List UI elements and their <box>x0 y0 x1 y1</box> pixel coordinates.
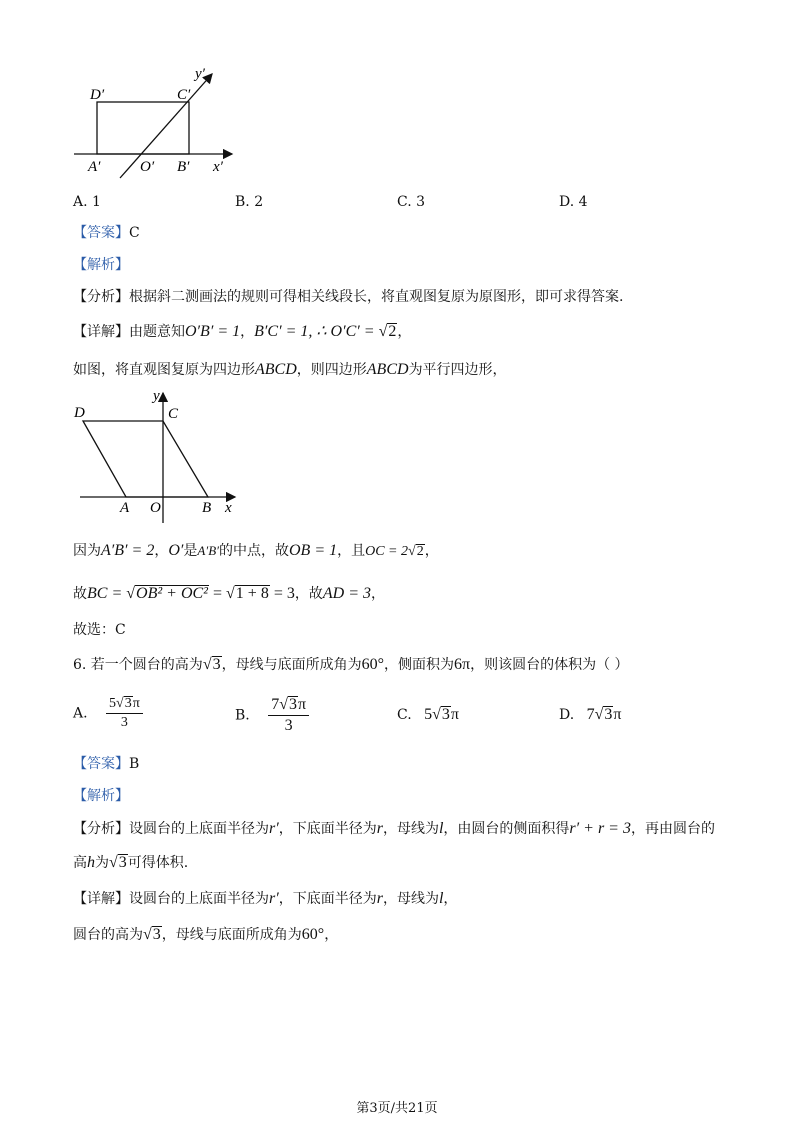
q6-fenxi-h: h <box>87 854 95 871</box>
q5-because-ab: A′B′ = 2 <box>101 542 155 559</box>
page-footer: 第3页/共21页 <box>356 1101 438 1116</box>
label-a: A <box>120 500 130 516</box>
label-b-prime: B′ <box>177 159 190 175</box>
q6-fenxi-line-2: 高h为√3可得体积. <box>73 854 189 871</box>
q6-option-b-fraction: $\frac{7√3\pi}{3}$ <box>268 696 309 735</box>
q5-option-d: D. 4 <box>559 194 588 210</box>
q6-option-b-num-root: 3 <box>288 696 297 713</box>
q6-stem: 6. 若一个圆台的高为√3，母线与底面所成角为60°，侧面积为6π，则该圆台的体积为（ ） <box>73 656 629 673</box>
q5-option-a: A. 1 <box>73 194 101 210</box>
q5-because-2: ， <box>154 543 169 559</box>
q6-last-angle: 60° <box>301 926 325 943</box>
q6-option-d-label: D. <box>559 707 575 723</box>
q6-option-a-num-post: π <box>132 696 140 711</box>
q5-because-o: O′ <box>168 542 184 559</box>
q6-stem-1: 6. 若一个圆台的高为 <box>73 657 203 673</box>
q5-because-oc-root: 2 <box>416 544 424 559</box>
q5-because-1: 因为 <box>73 543 101 559</box>
q6-answer: B <box>129 756 140 772</box>
label-x-prime: x′ <box>213 159 223 175</box>
q6-fenxi-5: ，再由圆台的 <box>630 821 715 837</box>
figure-original <box>70 385 245 525</box>
q6-option-a-label: A. <box>73 705 88 722</box>
q6-option-a-num-root: 3 <box>124 696 132 711</box>
q6-option-d: D. 7√3π <box>559 706 622 723</box>
label-d-prime: D′ <box>90 87 105 103</box>
q6-fenxi-1: 设圆台的上底面半径为 <box>129 821 269 837</box>
q6-fenxi-line2-1: 高 <box>73 855 87 871</box>
q5-analysis-tag: 【解析】 <box>73 257 129 273</box>
q5-answer: C <box>129 225 140 241</box>
q6-option-d-pre: 7 <box>586 706 595 723</box>
q5-detail-prefix: 由题意知 <box>129 324 185 340</box>
q6-option-d-post: π <box>613 706 622 723</box>
y-prime-axis <box>120 74 212 178</box>
q6-option-b-den: 3 <box>284 717 293 734</box>
q5-so-line: 故BC = √OB² + OC² = √1 + 8 = 3，故AD = 3， <box>73 585 385 602</box>
q6-analysis-tag: 【解析】 <box>73 788 129 804</box>
label-d: D <box>74 405 85 421</box>
q5-so-root2: 1 + 8 <box>235 585 269 602</box>
q5-so-root1: OB² + OC² <box>136 585 208 602</box>
label-y-prime: y′ <box>195 66 205 82</box>
q5-fenxi-text: 根据斜二测画法的规则可得相关线段长，将直观图复原为原图形，即可求得答案. <box>129 289 624 305</box>
q5-because-5: ，且 <box>337 543 366 559</box>
q5-so-ad: AD = 3 <box>322 585 371 602</box>
q5-option-c: C. 3 <box>397 194 426 210</box>
label-c-prime: C′ <box>177 87 191 103</box>
q6-fenxi-tag: 【分析】 <box>73 821 129 837</box>
label-x: x <box>225 500 232 516</box>
q5-because-3: 是 <box>183 543 198 559</box>
q5-because-line: 因为A′B′ = 2，O′是A′B′的中点，故OB = 1，且OC = 2√2， <box>73 542 439 559</box>
q6-fenxi-r: r <box>376 820 383 837</box>
q6-option-b <box>235 696 309 735</box>
q6-fenxi-line2-root: 3 <box>118 854 127 871</box>
q6-detail-3: ，母线为 <box>382 891 439 907</box>
q6-stem-2: ，母线与底面所成角为 <box>221 657 362 673</box>
q6-last-1: 圆台的高为 <box>73 927 143 943</box>
q6-option-c-post: π <box>450 706 459 723</box>
q6-fenxi-r1: r′ <box>269 820 279 837</box>
q5-detail-tag: 【详解】 <box>73 324 129 340</box>
q5-because-ob: OB = 1 <box>288 542 338 559</box>
q6-option-b-num-post: π <box>297 696 307 713</box>
q6-stem-4: ，则该圆台的体积为（ ） <box>470 657 629 673</box>
q6-option-c-label: C. <box>397 707 412 723</box>
q6-detail-r1: r′ <box>269 890 279 907</box>
q5-analysis-line <box>73 257 129 274</box>
q6-option-b-num-pre: 7 <box>271 696 280 713</box>
q6-fenxi-3: ，母线为 <box>382 821 439 837</box>
q6-last-2: ，母线与底面所成角为 <box>161 927 302 943</box>
q5-so-bc: BC = <box>87 585 127 602</box>
q6-stem-3: ，侧面积为 <box>384 657 454 673</box>
q6-stem-angle: 60° <box>361 656 384 673</box>
q5-detail-math2: B′C′ = 1, ∴ O′C′ = <box>254 323 379 340</box>
q6-answer-line <box>73 756 139 773</box>
q5-so-eq: = <box>208 585 227 602</box>
label-o: O <box>150 500 161 516</box>
q5-option-b: B. 2 <box>235 194 264 210</box>
q6-last-root: 3 <box>152 926 161 943</box>
label-a-prime: A′ <box>88 159 101 175</box>
q5-restore-abcd-1: ABCD <box>255 361 297 378</box>
q5-detail-root: 2 <box>388 323 397 340</box>
label-y: y <box>153 388 160 404</box>
q6-detail-tag: 【详解】 <box>73 891 129 907</box>
q6-option-b-label: B. <box>235 707 250 724</box>
parallelogram-abcd <box>83 421 208 497</box>
q5-fenxi-line <box>73 289 623 306</box>
q5-restore-line <box>73 360 507 379</box>
q5-answer-tag: 【答案】 <box>73 225 129 241</box>
q5-restore-text-2: ，则四边形 <box>296 362 367 378</box>
q5-so-eq3: = 3 <box>269 585 295 602</box>
q6-fenxi-line2-3: 可得体积. <box>127 855 189 871</box>
q6-detail-line <box>73 889 457 908</box>
q5-because-ab2: A′B′ <box>197 543 219 558</box>
q6-detail-2: ，下底面半径为 <box>278 891 377 907</box>
q6-answer-tag: 【答案】 <box>73 756 129 772</box>
q6-fenxi-2: ，下底面半径为 <box>278 821 377 837</box>
q6-option-a <box>73 696 143 731</box>
q6-option-a-den: 3 <box>120 715 128 730</box>
q6-fenxi-4: ，由圆台的侧面积得 <box>443 821 570 837</box>
q5-so-1: 故 <box>73 586 87 602</box>
q6-fenxi-l: l <box>438 820 444 837</box>
label-c: C <box>168 406 179 422</box>
q5-because-oc: OC = 2 <box>365 544 409 559</box>
q5-restore-text-3: 为平行四边形， <box>408 362 507 378</box>
q5-restore-abcd-2: ABCD <box>366 361 409 378</box>
q5-fenxi-tag: 【分析】 <box>73 289 129 305</box>
q6-stem-root: 3 <box>212 656 221 673</box>
figure-oblique-view <box>70 62 250 184</box>
q5-answer-line <box>73 225 140 242</box>
q6-option-c-root: 3 <box>441 706 450 723</box>
q6-fenxi-line <box>73 819 715 838</box>
q6-detail-l: l <box>438 890 444 907</box>
q5-because-4: 的中点，故 <box>218 543 289 559</box>
q5-restore-text-1: 如图，将直观图复原为四边形 <box>73 362 255 378</box>
q6-fenxi-eq: r′ + r = 3 <box>569 820 631 837</box>
q6-detail-r: r <box>376 890 383 907</box>
q6-last-3: ， <box>324 927 339 943</box>
q6-option-d-root: 3 <box>604 706 613 723</box>
label-b: B <box>202 500 212 516</box>
q5-detail-math1: O′B′ = 1 <box>185 323 241 340</box>
q6-detail-4: ， <box>443 891 458 907</box>
parallelogram-prime <box>97 102 189 154</box>
q6-option-c: C. 5√3π <box>397 706 459 723</box>
q5-choose-line: 故选：C <box>73 622 126 638</box>
q6-detail-1: 设圆台的上底面半径为 <box>129 891 269 907</box>
q6-option-a-fraction: $\frac{5√3\pi}{3}$ <box>106 696 143 731</box>
q6-option-c-pre: 5 <box>424 706 433 723</box>
q6-fenxi-line2-2: 为 <box>95 855 109 871</box>
q5-so-2: ，故 <box>294 586 323 602</box>
q5-so-3: ， <box>370 586 385 602</box>
q5-detail-line: 【详解】由题意知O′B′ = 1，B′C′ = 1, ∴ O′C′ = √2， <box>73 323 412 340</box>
q6-analysis-line <box>73 788 129 805</box>
q6-option-a-num-pre: 5 <box>109 696 117 711</box>
q6-last-line: 圆台的高为√3，母线与底面所成角为60°， <box>73 926 339 943</box>
label-o-prime: O′ <box>140 159 155 175</box>
q6-stem-area: 6π <box>454 656 471 673</box>
